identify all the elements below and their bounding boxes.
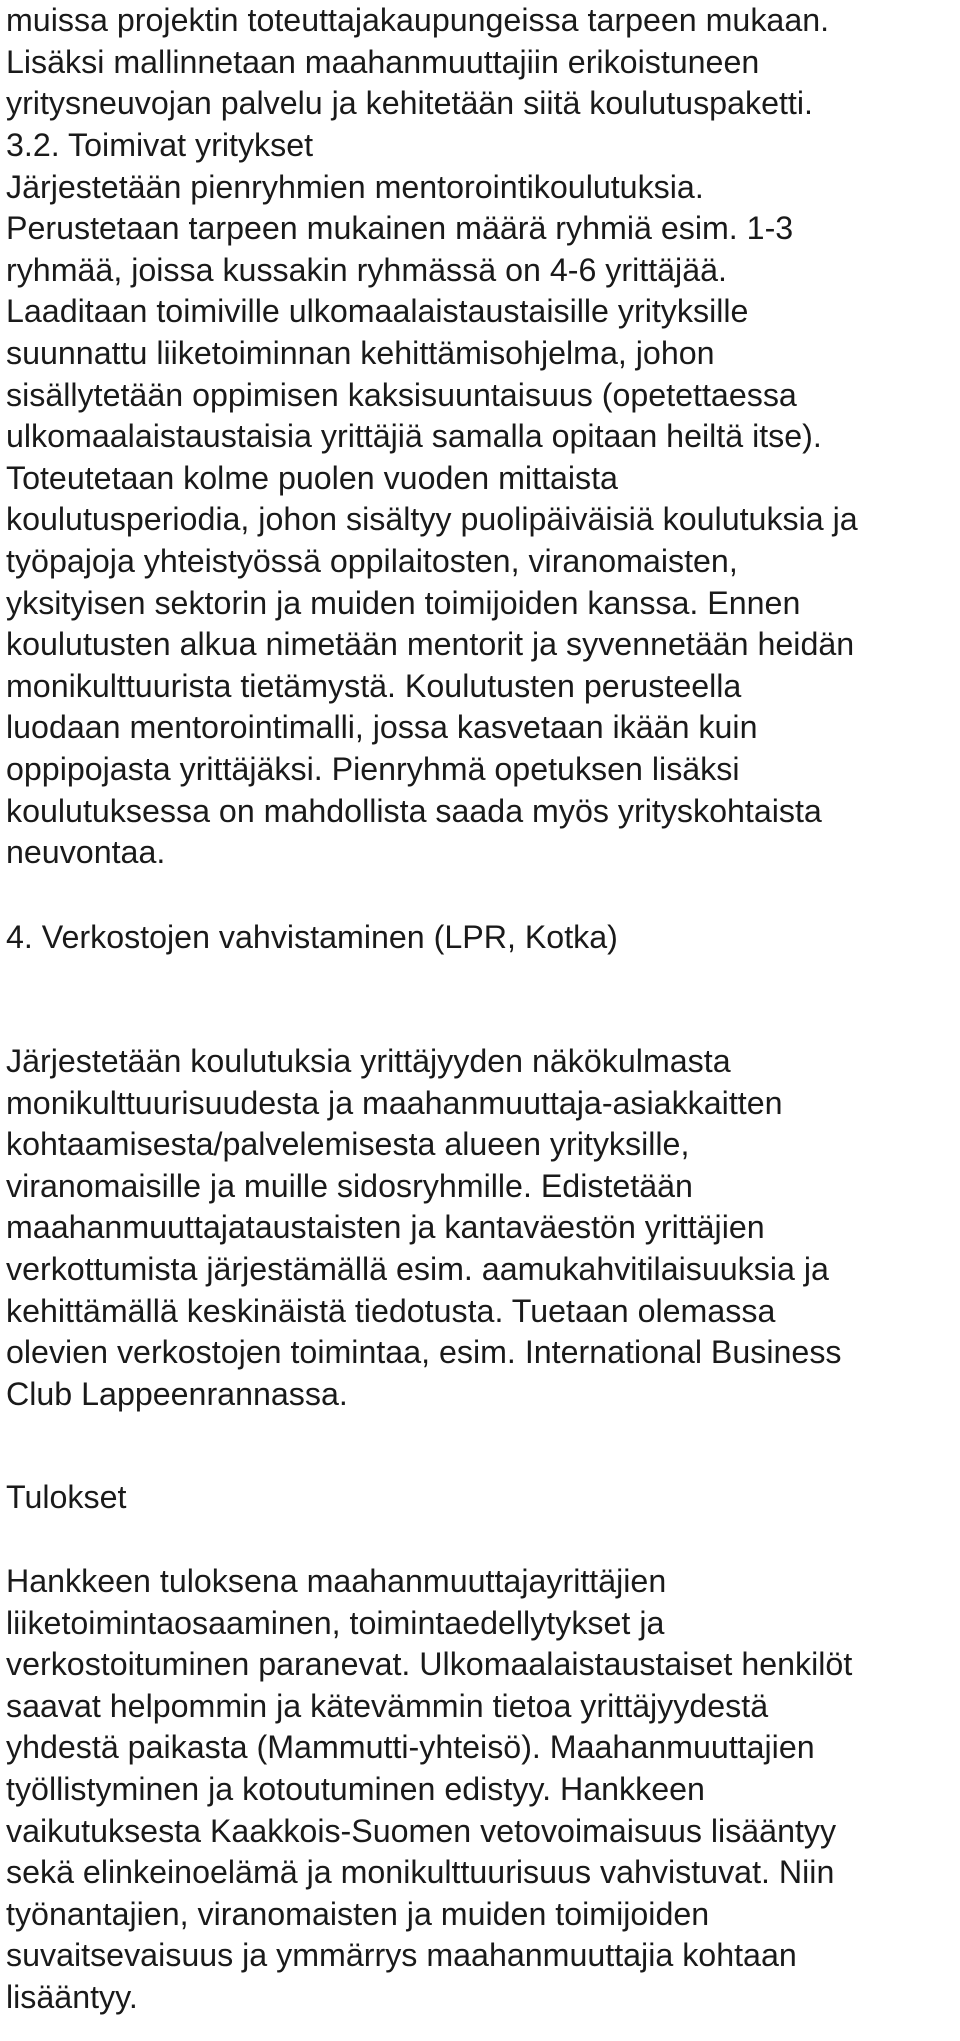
text-line: ryhmää, joissa kussakin ryhmässä on 4-6 yrittäjää. [6,251,727,288]
text-line: saavat helpommin ja kätevämmin tietoa yrittäjyydestä [6,1687,769,1724]
text-line: kehittämällä keskinäistä tiedotusta. Tuetaan olemassa [6,1292,776,1329]
section-4 [6,917,618,959]
text-line: koulutusten alkua nimetään mentorit ja syvennetään heidän [6,626,855,663]
text-line: olevien verkostojen toimintaa, esim. International Business [6,1334,842,1371]
text-line: maahanmuuttajataustaisten ja kantaväestön yrittäjien [6,1209,765,1246]
text-line: monikulttuurista tietämystä. Koulutusten perusteella [6,667,742,704]
text-line: yritysneuvojan palvelu ja kehitetään siitä koulutuspaketti. [6,85,813,122]
text-line: vaikutuksesta Kaakkois-Suomen vetovoimaisuus lisääntyy [6,1812,837,1849]
text-line: monikulttuurisuudesta ja maahanmuuttaja-asiakkaitten [6,1084,783,1121]
section-heading: 3.2. Toimivat yritykset [6,127,314,163]
text-line: koulutusperiodia, johon sisältyy puolipäiväisiä koulutuksia ja [6,501,858,538]
text-line: Järjestetään pienryhmien mentorointikoulutuksia. [6,168,704,205]
text-line: yksityisen sektorin ja muiden toimijoiden kanssa. Ennen [6,584,801,621]
text-line: yhdestä paikasta (Mammutti-yhteisö). Maahanmuuttajien [6,1729,815,1766]
text-line: verkottumista järjestämällä esim. aamukahvitilaisuuksia ja [6,1250,829,1287]
text-line: oppipojasta yrittäjäksi. Pienryhmä opetuksen lisäksi [6,750,740,787]
text-line: työnantajien, viranomaisten ja muiden toimijoiden [6,1895,710,1932]
text-line: sisällytetään oppimisen kaksisuuntaisuus (opetettaessa [6,376,797,413]
text-line: Lisäksi mallinnetaan maahanmuuttajiin erikoistuneen [6,43,760,80]
section-heading: Tulokset [6,1479,127,1515]
text-line: työllistyminen ja kotoutuminen edistyy. Hankkeen [6,1770,705,1807]
text-line: sekä elinkeinoelämä ja monikulttuurisuus vahvistuvat. Niin [6,1854,835,1891]
results-heading-block [6,1477,126,1519]
section-3-2 [6,125,858,874]
results-body [6,1561,852,2019]
text-line: Laaditaan toimiville ulkomaalaistaustaisille yrityksille [6,293,749,330]
text-line: ulkomaalaistaustaisia yrittäjiä samalla opitaan heiltä itse). [6,418,822,455]
section-4-body [6,1041,842,1415]
text-line: Hankkeen tuloksena maahanmuuttajayrittäjien [6,1563,667,1599]
text-line: verkostoituminen paranevat. Ulkomaalaistaustaiset henkilöt [6,1646,853,1683]
text-line: suvaitsevaisuus ja ymmärrys maahanmuuttajia kohtaan [6,1937,797,1974]
text-line: muissa projektin toteuttajakaupungeissa tarpeen mukaan. [6,2,830,38]
text-line: koulutuksessa on mahdollista saada myös yrityskohtaista [6,792,822,829]
text-line: Perustetaan tarpeen mukainen määrä ryhmiä esim. 1-3 [6,210,794,247]
text-line: neuvontaa. [6,834,166,871]
text-line: viranomaisille ja muille sidosryhmille. Edistetään [6,1167,693,1204]
section-heading: 4. Verkostojen vahvistaminen (LPR, Kotka) [6,919,618,955]
text-line: liiketoimintaosaaminen, toimintaedellytykset ja [6,1604,665,1641]
text-line: lisääntyy. [6,1978,138,2015]
text-line: Järjestetään koulutuksia yrittäjyyden näkökulmasta [6,1043,731,1079]
text-line: työpajoja yhteistyössä oppilaitosten, viranomaisten, [6,542,738,579]
text-line: suunnattu liiketoiminnan kehittämisohjelma, johon [6,334,715,371]
text-line: Club Lappeenrannassa. [6,1375,348,1412]
text-line: kohtaamisesta/palvelemisesta alueen yrityksille, [6,1126,690,1163]
text-line: luodaan mentorointimalli, jossa kasvetaan ikään kuin [6,709,758,746]
intro-continuation [6,0,829,125]
text-line: Toteutetaan kolme puolen vuoden mittaista [6,459,618,496]
